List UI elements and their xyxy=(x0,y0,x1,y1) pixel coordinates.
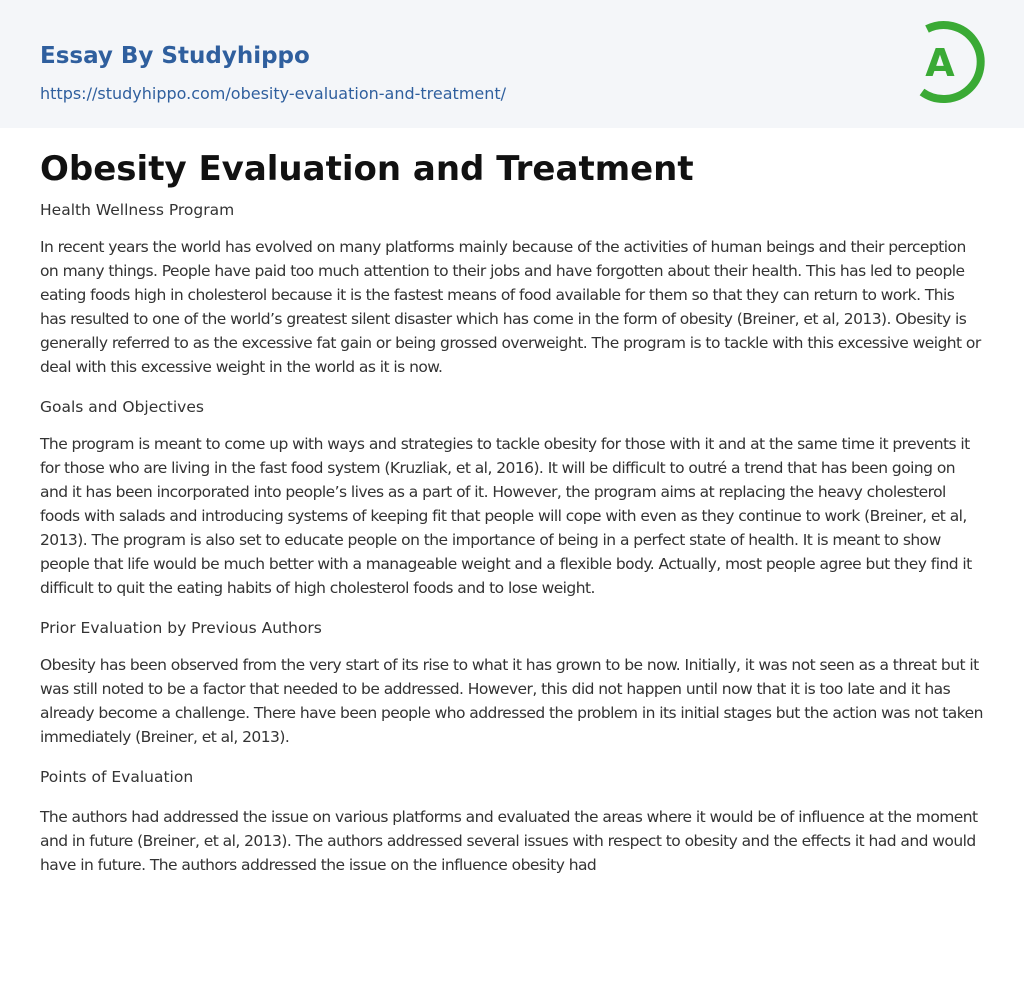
prior-evaluation-paragraph: Obesity has been observed from the very start of its rise to what it has grown to be now. Initially, it was not seen as a threat but it was still noted to be a factor that needed to be addressed. However, this did not happen until now that it is too late and it has already become a challenge. There have been people who addressed the problem in its initial stages but the action was not taken immediately (Breiner, et al, 2013). xyxy=(40,656,983,746)
logo-letter: A xyxy=(925,41,955,85)
points-of-evaluation-paragraph: The authors had addressed the issue on various platforms and evaluated the areas where it would be of influence at the moment and in future (Breiner, et al, 2013). The authors addressed several issues with respect to obesity and the effects it had and would have in future. The authors addressed the issue on the influence obesity had xyxy=(40,808,978,874)
article-subtitle: Health Wellness Program xyxy=(40,201,235,219)
goals-paragraph: The program is meant to come up with ways and strategies to tackle obesity for those with it and at the same time it prevents it for those who are living in the fast food system (Kruzliak, et al, 2016). It will be difficult to outré a trend that has been going on and it has been incorporated into people’s lives as a part of it. However, the program aims at replacing the heavy cholesterol foods with salads and introducing systems of keeping fit that people will cope with even as they continue to work (Breiner, et al, 2013). The program is also set to educate people on the importance of being in a perfect state of health. It is meant to show people that life would be much better with a manageable weight and a flexible body. Actually, most people agree but they find it difficult to quit the eating habits of high cholesterol foods and to lose weight. xyxy=(40,435,972,597)
article xyxy=(40,140,984,877)
intro-paragraph: In recent years the world has evolved on many platforms mainly because of the activities of human beings and their perception on many things. People have paid too much attention to their jobs and have forgotten about their health. This has led to people eating foods high in cholesterol because it is the fastest means of food available for them so that they can return to work. This has resulted to one of the world’s greatest silent disaster which has come in the form of obesity (Breiner, et al, 2013). Obesity is generally referred to as the excessive fat gain or being grossed overweight. The program is to tackle with this excessive weight or deal with this excessive weight in the world as it is now. xyxy=(40,238,981,376)
source-url-link[interactable]: https://studyhippo.com/obesity-evaluation-and-treatment/ xyxy=(40,84,507,103)
brand-title[interactable]: Essay By Studyhippo xyxy=(40,43,310,69)
section-heading-points-of-evaluation: Points of Evaluation xyxy=(40,768,194,786)
page-title: Obesity Evaluation and Treatment xyxy=(40,149,694,189)
section-heading-goals: Goals and Objectives xyxy=(40,398,204,416)
studyhippo-logo-icon[interactable] xyxy=(910,18,988,106)
section-heading-prior-evaluation: Prior Evaluation by Previous Authors xyxy=(40,619,322,637)
site-header xyxy=(0,0,1024,128)
